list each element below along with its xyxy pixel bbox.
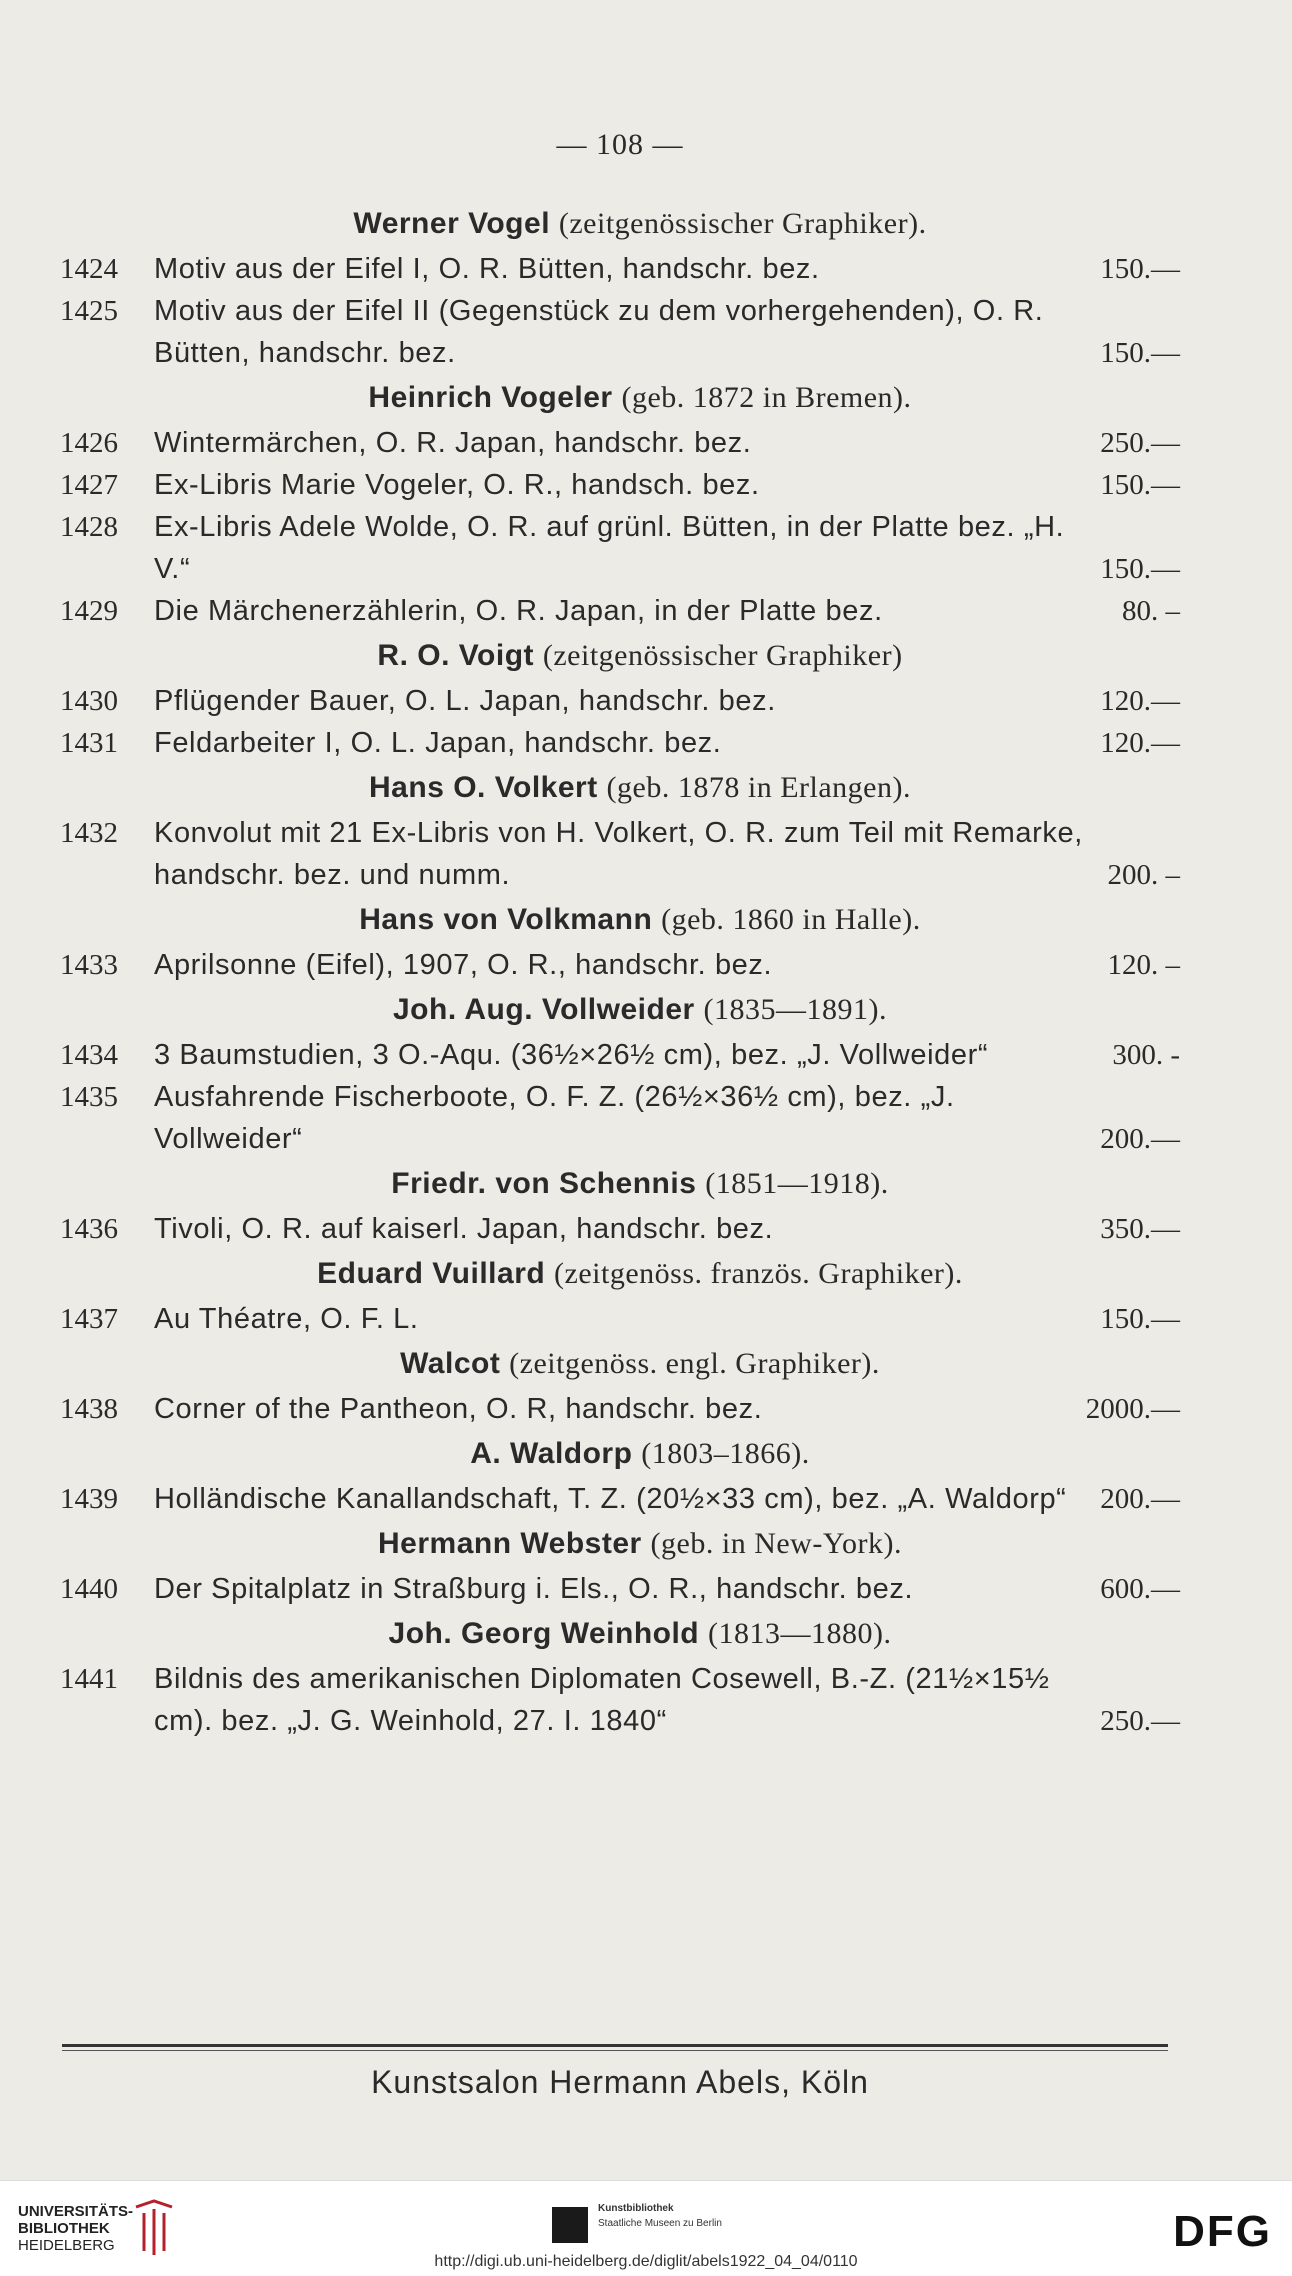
lot-row <box>60 1298 1180 1340</box>
lot-price: 600.— <box>1100 1573 1180 1605</box>
lot-description: Au Théatre, O. F. L. <box>154 1303 419 1335</box>
artist-heading <box>100 1520 1180 1568</box>
artist-heading <box>100 1610 1180 1658</box>
lot-description: 3 Baumstudien, 3 O.-Aqu. (36½×26½ cm), bez. „J. Vollweider“ <box>154 1039 989 1071</box>
artist-heading <box>100 764 1180 812</box>
artist-info: (zeitgenöss. französ. Graphiker). <box>554 1257 963 1290</box>
catalog-entries <box>60 200 1180 1742</box>
kunstbibliothek-icon <box>552 2207 588 2243</box>
lot-row <box>60 422 1180 464</box>
lot-row <box>60 1208 1180 1250</box>
lot-number: 1431 <box>60 727 118 759</box>
artist-name: Joh. Georg Weinhold <box>388 1617 700 1650</box>
lot-row <box>60 812 1180 896</box>
lot-price: 150.— <box>1100 469 1180 501</box>
page-number: — 108 — <box>556 128 684 161</box>
digitization-bar <box>0 2180 1292 2276</box>
footer-publisher <box>0 2040 1240 2104</box>
lot-number: 1440 <box>60 1573 118 1605</box>
lot-price: 150.— <box>1100 337 1180 369</box>
lot-description: Der Spitalplatz in Straßburg i. Els., O. R., handschr. bez. <box>154 1573 914 1605</box>
lot-number: 1432 <box>60 817 118 849</box>
artist-info: (zeitgenössischer Graphiker) <box>542 639 903 672</box>
lot-price: 300. - <box>1112 1039 1180 1071</box>
lot-row <box>60 722 1180 764</box>
lot-row <box>60 248 1180 290</box>
artist-info: (zeitgenössischer Graphiker). <box>558 207 927 240</box>
lot-price: 120.— <box>1100 685 1180 717</box>
lot-description: Ausfahrende Fischerboote, O. F. Z. (26½×36½ cm), bez. „J. Vollweider“ <box>154 1081 955 1155</box>
artist-info: (geb. 1878 in Erlangen). <box>606 771 911 804</box>
lot-row <box>60 506 1180 590</box>
lot-number: 1433 <box>60 949 118 981</box>
lot-description: Tivoli, O. R. auf kaiserl. Japan, handschr. bez. <box>154 1213 774 1245</box>
lot-price: 150.— <box>1100 1303 1180 1335</box>
lot-number: 1428 <box>60 511 118 543</box>
kb-line1: Kunstbibliothek <box>598 2203 674 2214</box>
artist-info: (1813—1880). <box>707 1617 892 1650</box>
lot-price: 150.— <box>1100 553 1180 585</box>
artist-heading <box>100 1430 1180 1478</box>
lot-row <box>60 1076 1180 1160</box>
artist-info: (geb. in New-York). <box>650 1527 902 1560</box>
lot-description: Wintermärchen, O. R. Japan, handschr. bez. <box>154 427 752 459</box>
lot-description: Motiv aus der Eifel I, O. R. Bütten, handschr. bez. <box>154 253 820 285</box>
lot-description: Die Märchenerzählerin, O. R. Japan, in der Platte bez. <box>154 595 883 627</box>
artist-name: Werner Vogel <box>353 207 551 240</box>
ub-heidelberg-logo[interactable] <box>18 2203 133 2254</box>
artist-info: (geb. 1872 in Bremen). <box>621 381 912 414</box>
lot-number: 1434 <box>60 1039 118 1071</box>
artist-name: R. O. Voigt <box>377 639 535 672</box>
lot-number: 1429 <box>60 595 118 627</box>
artist-name: A. Waldorp <box>470 1437 633 1470</box>
artist-heading <box>100 896 1180 944</box>
artist-info: (zeitgenöss. engl. Graphiker). <box>509 1347 880 1380</box>
lot-price: 350.— <box>1100 1213 1180 1245</box>
artist-heading <box>100 632 1180 680</box>
ub-logo-line1: UNIVERSITÄTS- <box>18 2203 134 2220</box>
lot-number: 1427 <box>60 469 118 501</box>
lot-description: Konvolut mit 21 Ex-Libris von H. Volkert, O. R. zum Teil mit Remarke, handschr. bez. und numm. <box>154 817 1083 891</box>
lot-description: Pflügender Bauer, O. L. Japan, handschr. bez. <box>154 685 776 717</box>
lot-number: 1435 <box>60 1081 118 1113</box>
lot-number: 1441 <box>60 1663 118 1695</box>
artist-name: Eduard Vuillard <box>317 1257 546 1290</box>
lot-row <box>60 464 1180 506</box>
lot-number: 1439 <box>60 1483 118 1515</box>
artist-heading <box>100 986 1180 1034</box>
lot-description: Ex-Libris Marie Vogeler, O. R., handsch. bez. <box>154 469 760 501</box>
artist-heading <box>100 200 1180 248</box>
footer-publisher-text: Kunstsalon Hermann Abels, Köln <box>371 2064 869 2100</box>
ub-logo-line3: HEIDELBERG <box>18 2237 115 2254</box>
lot-description: Ex-Libris Adele Wolde, O. R. auf grünl. Bütten, in der Platte bez. „H. V.“ <box>154 511 1065 585</box>
kb-line2: Staatliche Museen zu Berlin <box>598 2218 722 2229</box>
lot-number: 1436 <box>60 1213 118 1245</box>
dfg-logo[interactable]: DFG <box>1173 2207 1272 2256</box>
artist-heading <box>100 1250 1180 1298</box>
artist-name: Walcot <box>400 1347 501 1380</box>
lot-number: 1426 <box>60 427 118 459</box>
lot-row <box>60 680 1180 722</box>
lot-row <box>60 944 1180 986</box>
lot-description: Aprilsonne (Eifel), 1907, O. R., handschr. bez. <box>154 949 773 981</box>
artist-info: (geb. 1860 in Halle). <box>661 903 921 936</box>
lot-price: 80. – <box>1122 595 1180 627</box>
lot-description: Motiv aus der Eifel II (Gegenstück zu dem vorhergehenden), O. R. Bütten, handschr. bez. <box>154 295 1044 369</box>
lot-row <box>60 590 1180 632</box>
ub-heidelberg-icon <box>132 2199 176 2257</box>
artist-name: Friedr. von Schennis <box>391 1167 697 1200</box>
artist-heading <box>100 1340 1180 1388</box>
lot-price: 200.— <box>1100 1483 1180 1515</box>
lot-description: Holländische Kanallandschaft, T. Z. (20½×33 cm), bez. „A. Waldorp“ <box>154 1483 1067 1515</box>
artist-name: Heinrich Vogeler <box>368 381 613 414</box>
artist-heading <box>100 374 1180 422</box>
lot-description: Feldarbeiter I, O. L. Japan, handschr. bez. <box>154 727 722 759</box>
artist-name: Hermann Webster <box>378 1527 642 1560</box>
lot-description: Bildnis des amerikanischen Diplomaten Cosewell, B.-Z. (21½×15½ cm). bez. „J. G. Weinhold, 27. I. 1840“ <box>154 1663 1050 1737</box>
lot-number: 1425 <box>60 295 118 327</box>
lot-price: 120. – <box>1107 949 1180 981</box>
lot-row <box>60 290 1180 374</box>
lot-number: 1437 <box>60 1303 118 1335</box>
lot-description: Corner of the Pantheon, O. R, handschr. bez. <box>154 1393 763 1425</box>
ub-logo-line2: BIBLIOTHEK <box>18 2220 110 2237</box>
lot-price: 120.— <box>1100 727 1180 759</box>
lot-price: 250.— <box>1100 427 1180 459</box>
lot-price: 200.— <box>1100 1123 1180 1155</box>
lot-price: 200. – <box>1107 859 1180 891</box>
lot-number: 1438 <box>60 1393 118 1425</box>
lot-row <box>60 1478 1180 1520</box>
artist-heading <box>100 1160 1180 1208</box>
lot-price: 2000.— <box>1085 1393 1180 1425</box>
lot-price: 250.— <box>1100 1705 1180 1737</box>
source-url[interactable]: http://digi.ub.uni-heidelberg.de/diglit/abels1922_04_04/0110 <box>434 2253 858 2270</box>
artist-name: Joh. Aug. Vollweider <box>392 993 695 1026</box>
lot-row <box>60 1658 1180 1742</box>
artist-name: Hans O. Volkert <box>369 771 598 804</box>
artist-info: (1803–1866). <box>641 1437 810 1470</box>
lot-number: 1424 <box>60 253 118 285</box>
lot-price: 150.— <box>1100 253 1180 285</box>
lot-row <box>60 1568 1180 1610</box>
artist-info: (1851—1918). <box>705 1167 889 1200</box>
lot-row <box>60 1034 1180 1076</box>
artist-info: (1835—1891). <box>703 993 888 1026</box>
lot-row <box>60 1388 1180 1430</box>
artist-name: Hans von Volkmann <box>359 903 653 936</box>
lot-number: 1430 <box>60 685 118 717</box>
